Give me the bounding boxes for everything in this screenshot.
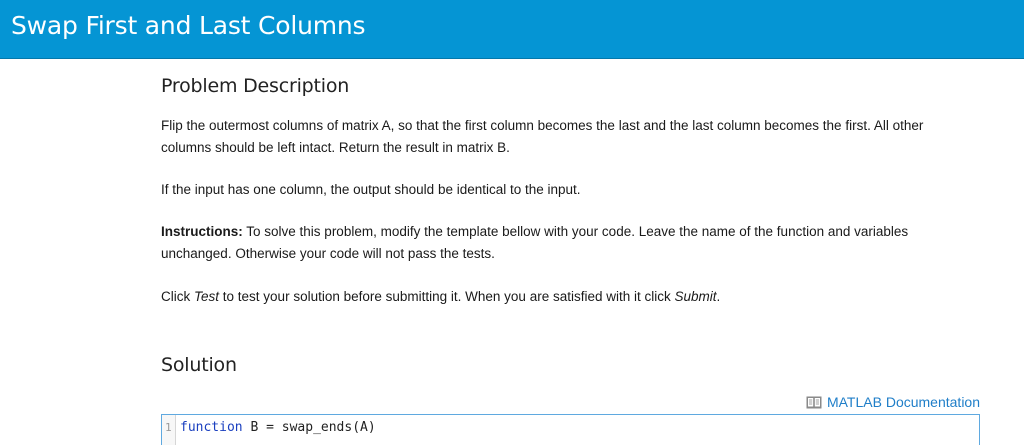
code-line-1[interactable] [180, 420, 376, 435]
line-gutter [162, 415, 176, 445]
click-text: Click [161, 289, 194, 304]
solution-heading: Solution [161, 354, 237, 376]
test-submit-paragraph [161, 286, 976, 308]
problem-description-heading: Problem Description [161, 75, 350, 97]
matlab-documentation-link[interactable] [806, 394, 980, 410]
code-text: B = swap_ends(A) [242, 420, 376, 435]
problem-paragraph-2: If the input has one column, the output should be identical to the input. [161, 182, 581, 197]
problem-paragraph-1: Flip the outermost columns of matrix A, so that the first column becomes the last and the last column becomes the first. All other columns should be left intact. Return the result in matrix B. [161, 118, 924, 155]
book-icon [806, 396, 822, 409]
code-keyword: function [180, 420, 243, 435]
code-editor[interactable] [161, 414, 980, 445]
doc-link-label: MATLAB Documentation [826, 394, 980, 410]
page-header [0, 0, 1024, 59]
submit-word: Submit [674, 289, 717, 304]
instructions-text: To solve this problem, modify the template bellow with your code. Leave the name of the function and variables unchanged. Otherwise your code will not pass the tests. [161, 224, 909, 261]
middle-text: to test your solution before submitting it. When you are satisfied with it click [219, 289, 675, 304]
instructions-label: Instructions: [161, 224, 243, 239]
end-text: . [716, 289, 721, 304]
instructions-paragraph [161, 221, 976, 265]
page-title: Swap First and Last Columns [11, 11, 366, 40]
line-number: 1 [165, 421, 172, 434]
test-word: Test [194, 289, 220, 304]
